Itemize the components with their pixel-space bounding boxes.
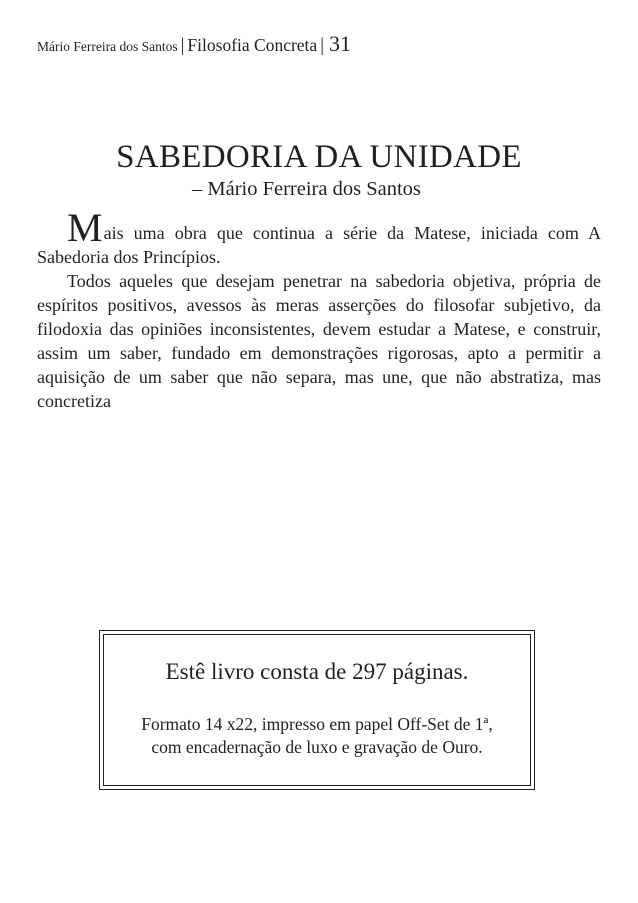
- page-number: 31: [329, 31, 351, 56]
- article-title: SABEDORIA DA UNIDADE: [116, 139, 522, 175]
- drop-cap: M: [67, 205, 103, 250]
- paragraph-2: Todos aqueles que desejam penetrar na sabedoria objetiva, própria de espíritos positivos, avessos às meras asserções do filosofar subjetivo, da filodoxia das opiniões inconsistentes, devem estudar a Matese, e construir, assim um saber, fundado em demonstrações rigorosas, apto a permitir a aquisição de um saber que não separa, mas une, que não abstratiza, mas concretiza: [37, 271, 601, 411]
- article-body: [37, 205, 601, 413]
- header-separator: |: [180, 35, 185, 56]
- header-separator-2: |: [320, 35, 324, 56]
- notice-headline: Estê livro consta de 297 páginas.: [165, 659, 469, 684]
- header-author: Mário Ferreira dos Santos: [37, 39, 178, 54]
- notice-detail: [104, 713, 530, 759]
- running-header: [37, 33, 351, 55]
- notice-box: [103, 634, 531, 786]
- byline: – Mário Ferreira dos Santos: [192, 178, 421, 200]
- notice-detail-line-1: Formato 14 x22, impresso em papel Off-Set de 1ª,: [141, 714, 493, 734]
- paragraph-1: [37, 205, 601, 269]
- header-book-title: Filosofia Concreta: [187, 35, 318, 55]
- paragraph-1-text: ais uma obra que continua a série da Matese, iniciada com A Sabedoria dos Princípios.: [37, 223, 601, 267]
- notice-detail-line-2: com encadernação de luxo e gravação de Ouro.: [151, 737, 483, 757]
